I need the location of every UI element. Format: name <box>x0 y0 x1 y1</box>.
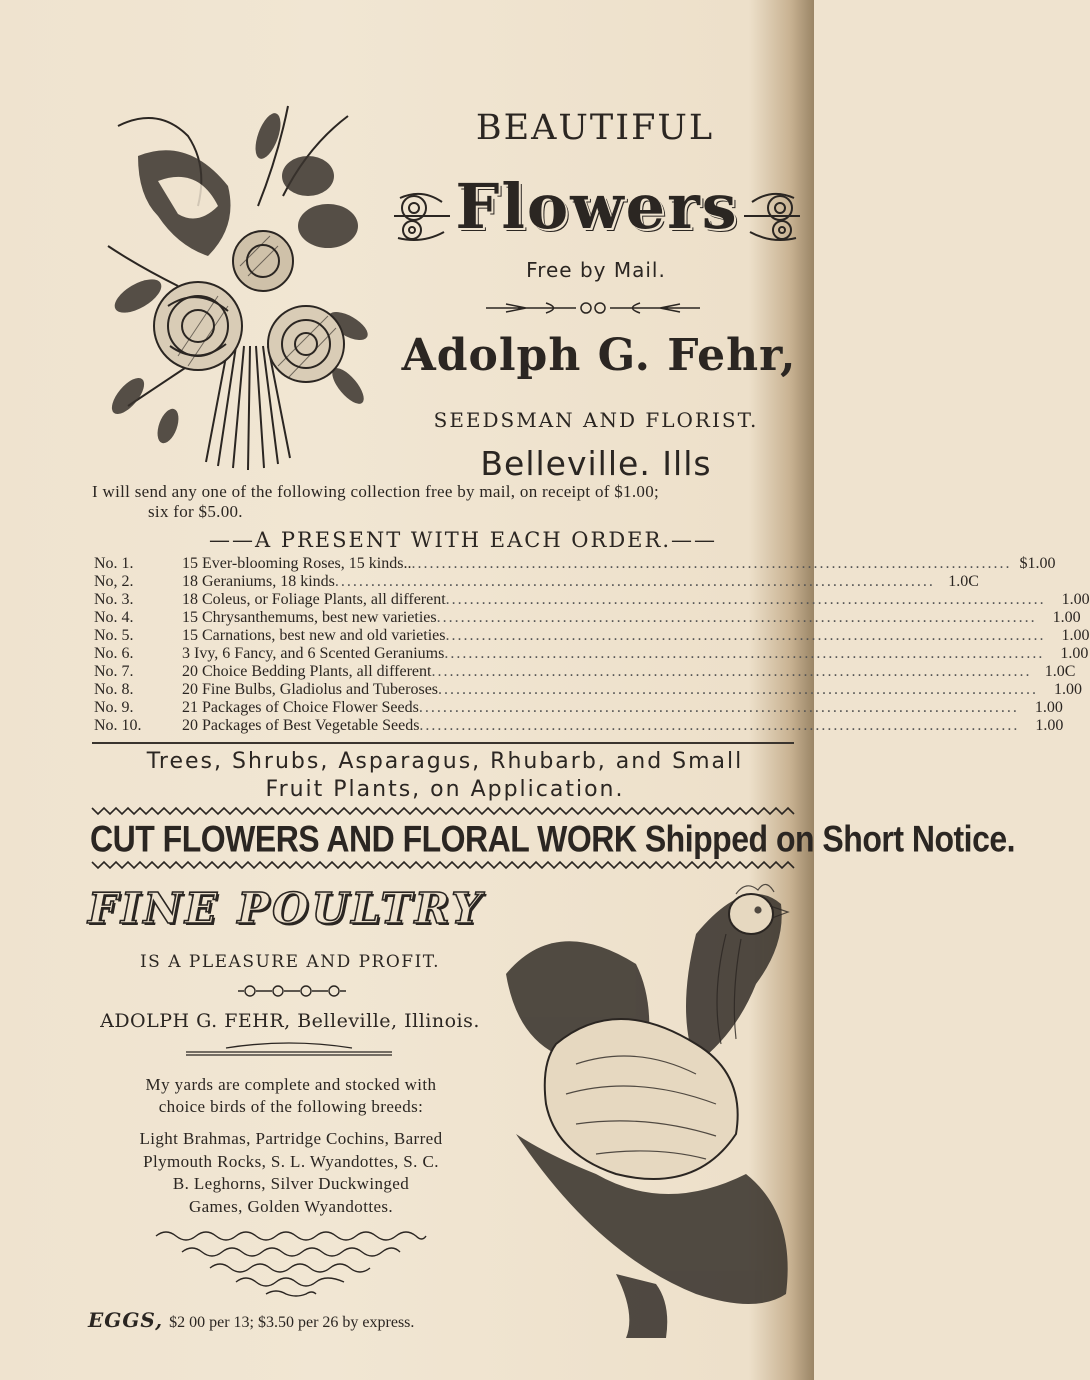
item-number: No. 10. <box>94 717 142 734</box>
item-description: 21 Packages of Choice Flower Seeds <box>182 699 419 716</box>
item-description: 3 Ivy, 6 Fancy, and 6 Scented Geraniums <box>182 645 445 662</box>
list-item <box>94 663 1076 681</box>
breeds-list <box>86 1128 496 1218</box>
item-price: 1.00 <box>1061 591 1090 608</box>
present-heading: ——A PRESENT WITH EACH ORDER.—— <box>209 528 717 552</box>
yards-description <box>88 1074 494 1118</box>
item-description: 20 Fine Bulbs, Gladiolus and Tuberoses <box>182 681 439 698</box>
list-item <box>94 555 1056 573</box>
intro-text-line-1: I will send any one of the following collection free by mail, on receipt of $1.00; <box>92 482 660 501</box>
beautiful-heading: BEAUTIFUL <box>475 108 715 148</box>
leader-dots: .................................................................................................... <box>438 681 1039 698</box>
proprietor-name: Adolph G. Fehr, <box>401 330 797 381</box>
flowers-banner <box>392 170 802 252</box>
intro-text-line-2: six for $5.00. <box>148 502 243 521</box>
leader-dots: .................................................................................................... <box>436 609 1037 626</box>
trees-line-1: Trees, Shrubs, Asparagus, Rhubarb, and Small <box>146 749 744 774</box>
item-number: No. 3. <box>94 591 134 608</box>
breeds-line-3: B. Leghorns, Silver Duckwinged <box>172 1174 410 1193</box>
flower-bouquet-illustration <box>98 96 380 474</box>
item-description: 18 Geraniums, 18 kinds <box>182 573 335 590</box>
poultry-address: ADOLPH G. FEHR, Belleville, Illinois. <box>100 1010 480 1032</box>
item-number: No. 8. <box>94 681 134 698</box>
pleasure-profit-text: IS A PLEASURE AND PROFIT. <box>139 952 441 972</box>
list-item <box>94 717 1064 735</box>
triangle-ornament-icon <box>154 1228 428 1298</box>
leader-dots: .................................................................................................... <box>445 627 1046 644</box>
item-description: 15 Ever-blooming Roses, 15 kinds.. <box>182 555 412 572</box>
list-item <box>94 681 1083 699</box>
trees-shrubs-notice <box>92 748 798 804</box>
fine-poultry-heading: FINE POULTRY <box>88 884 485 933</box>
breeds-line-1: Light Brahmas, Partridge Cochins, Barred <box>139 1129 443 1148</box>
list-item <box>94 609 1081 627</box>
item-price: 1.00 <box>1061 627 1090 644</box>
right-scroll-ornament-icon <box>742 186 802 242</box>
free-by-mail-text: Free by Mail. <box>526 258 666 282</box>
yards-line-1: My yards are complete and stocked with <box>145 1075 437 1094</box>
item-price: 1.00 <box>1054 681 1083 698</box>
list-item <box>94 645 1089 663</box>
divider-ornament-icon <box>486 298 700 318</box>
item-price: 1.00 <box>1035 717 1064 734</box>
item-number: No. 7. <box>94 663 134 680</box>
item-number: No. 9. <box>94 699 134 716</box>
leader-dots: .................................................................................................... <box>445 591 1046 608</box>
leader-dots: .................................................................................................... <box>334 573 935 590</box>
item-description: 18 Coleus, or Foliage Plants, all different <box>182 591 446 608</box>
item-number: No, 2. <box>94 573 134 590</box>
eggs-price-text: $2 00 per 13; $3.50 per 26 by express. <box>169 1314 415 1331</box>
item-price: 1.00 <box>1034 699 1063 716</box>
list-item <box>94 699 1063 717</box>
cut-flowers-heading: CUT FLOWERS AND FLORAL WORK Shipped on Short Notice. <box>90 818 1016 860</box>
leader-dots: .................................................................................................... <box>431 663 1032 680</box>
item-description: 20 Choice Bedding Plants, all different <box>182 663 432 680</box>
item-number: No. 1. <box>94 555 134 572</box>
divider-rule <box>92 742 794 744</box>
item-description: 15 Chrysanthemums, best new varieties <box>182 609 437 626</box>
leader-dots: .................................................................................................... <box>418 699 1019 716</box>
item-price: 1.00 <box>1060 645 1089 662</box>
item-number: No. 5. <box>94 627 134 644</box>
small-ornament-icon <box>236 982 348 1000</box>
item-description: 15 Carnations, best new and old varieties <box>182 627 446 644</box>
item-number: No. 6. <box>94 645 134 662</box>
hen-illustration <box>496 874 796 1338</box>
collection-list <box>94 555 1090 735</box>
item-price: 1.00 <box>1052 609 1081 626</box>
item-description: 20 Packages of Best Vegetable Seeds <box>182 717 420 734</box>
list-item <box>94 591 1090 609</box>
leader-dots: .................................................................................................... <box>419 717 1020 734</box>
zigzag-border-top <box>92 806 796 816</box>
eggs-price-line <box>88 1308 498 1332</box>
location-text: Belleville. Ills <box>480 444 712 483</box>
item-price: 1.0C <box>1044 663 1076 680</box>
leader-dots: .................................................................................................... <box>444 645 1045 662</box>
item-number: No. 4. <box>94 609 134 626</box>
breeds-line-2: Plymouth Rocks, S. L. Wyandottes, S. C. <box>143 1151 439 1171</box>
item-price: $1.00 <box>1019 555 1056 572</box>
eggs-label: EGGS, <box>88 1308 164 1332</box>
zigzag-border-bottom <box>92 860 796 870</box>
list-item <box>94 627 1090 645</box>
seedsman-florist-text: SEEDSMAN AND FLORIST. <box>433 408 759 432</box>
list-item <box>94 573 979 591</box>
yards-line-2: choice birds of the following breeds: <box>158 1097 424 1116</box>
left-scroll-ornament-icon <box>392 186 452 242</box>
trees-line-2: Fruit Plants, on Application. <box>265 777 625 802</box>
flourish-divider-icon <box>186 1040 392 1060</box>
flowers-title: Flowers <box>455 170 739 243</box>
leader-dots: .................................................................................................... <box>411 555 1012 572</box>
item-price: 1.0C <box>948 573 979 590</box>
breeds-line-4: Games, Golden Wyandottes. <box>188 1196 394 1216</box>
